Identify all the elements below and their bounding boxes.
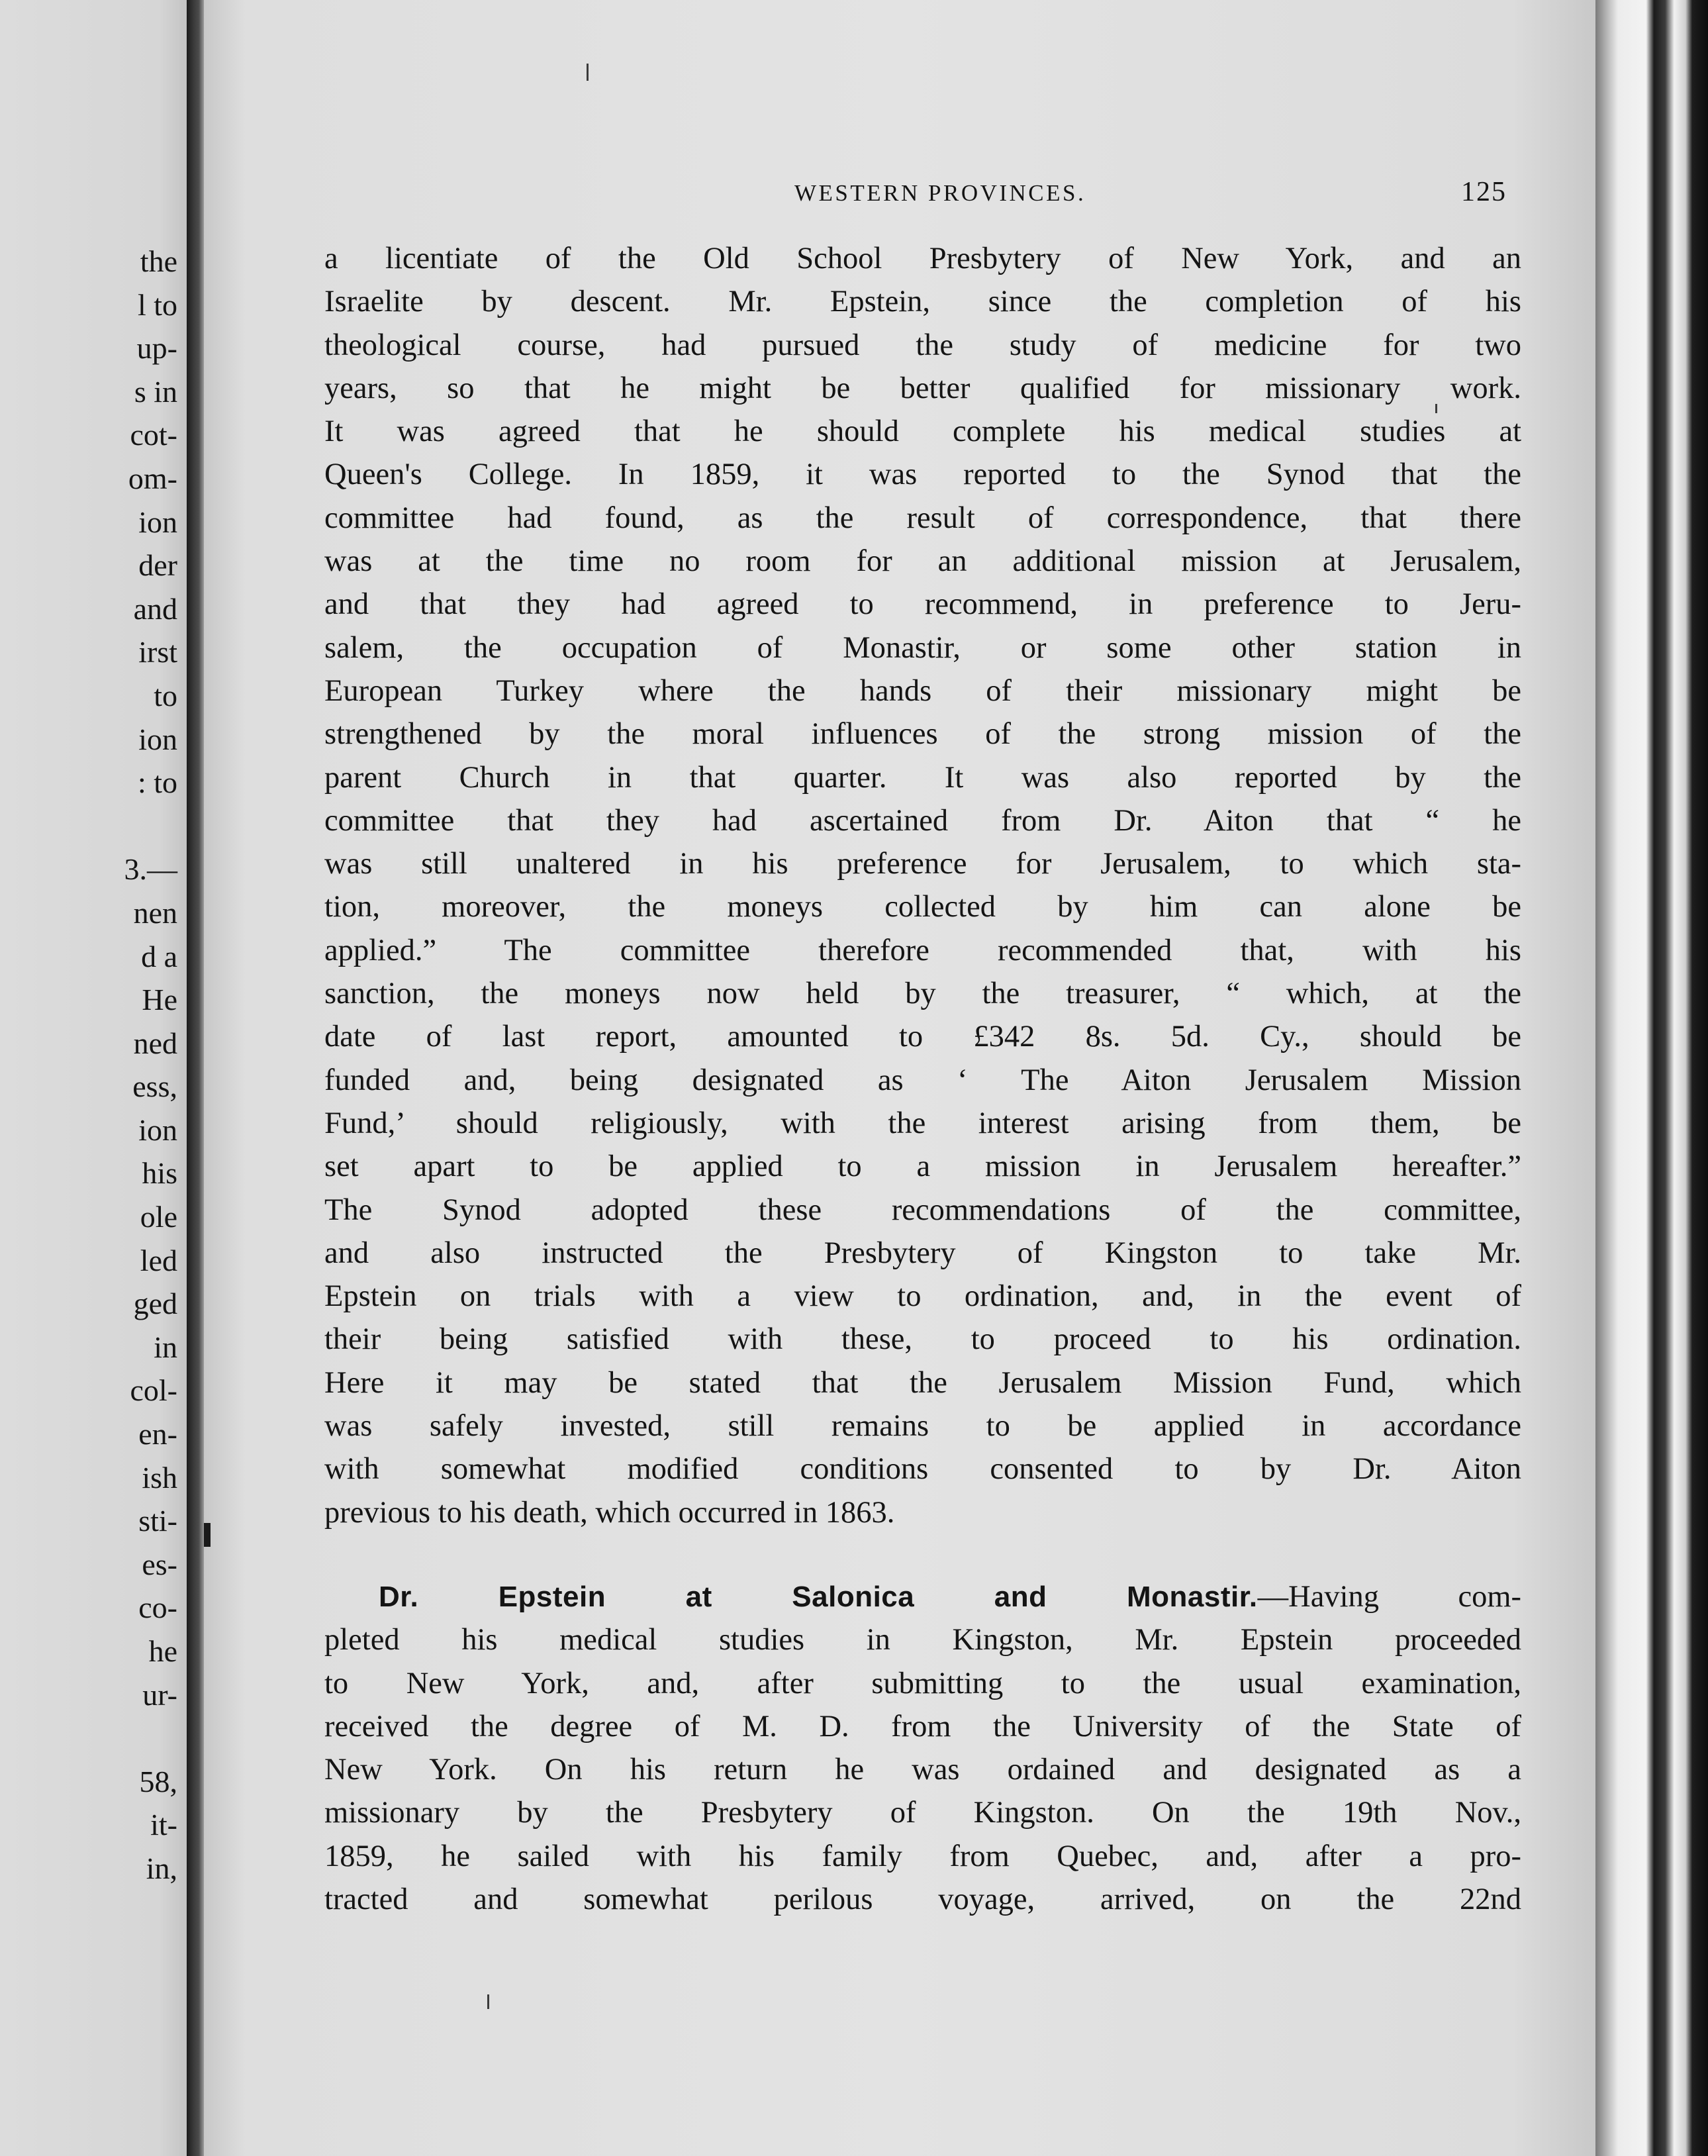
- fragment-line: : to: [137, 765, 177, 800]
- fragment-line: om-: [128, 461, 177, 495]
- text-line: pleted his medical studies in Kingston, Mr. Epstein proceeded: [324, 1623, 1521, 1657]
- text-line: with somewhat modified conditions consented to by Dr. Aiton: [324, 1452, 1521, 1487]
- fragment-line: he: [148, 1634, 177, 1668]
- text-line: was still unaltered in his preference for Jerusalem, to which sta-: [324, 847, 1521, 881]
- fragment-line: nen: [133, 895, 177, 930]
- fragment-line: [5, 1716, 177, 1760]
- fragment-line: der: [138, 548, 177, 583]
- text-line: was safely invested, still remains to be applied in accordance: [324, 1409, 1521, 1444]
- paragraph-gap: [324, 1534, 1521, 1575]
- text-line: committee that they had ascertained from Dr. Aiton that “ he: [324, 803, 1521, 838]
- fragment-line: 58,: [139, 1764, 177, 1798]
- fragment-line: ion: [138, 1112, 177, 1147]
- text-line: funded and, being designated as ‘ The Aiton Jerusalem Mission: [324, 1063, 1521, 1097]
- fragment-line: up-: [136, 331, 177, 366]
- text-line: Epstein on trials with a view to ordination, and, in the event of: [324, 1279, 1521, 1314]
- text-line: and also instructed the Presbytery of Kingston to take Mr.: [324, 1236, 1521, 1270]
- text-line: tion, moreover, the moneys collected by him can alone be: [324, 890, 1521, 924]
- body-text: [324, 237, 1521, 1921]
- text-line: received the degree of M. D. from the University of the State of: [324, 1709, 1521, 1743]
- fragment-line: l to: [137, 287, 177, 322]
- fragment-line: in: [154, 1330, 177, 1364]
- text-line: sanction, the moneys now held by the treasurer, “ which, at the: [324, 977, 1521, 1011]
- text-line: parent Church in that quarter. It was also reported by the: [324, 760, 1521, 795]
- fragment-line: in,: [146, 1851, 177, 1885]
- text-line: The Synod adopted these recommendations of the committee,: [324, 1193, 1521, 1227]
- book-page: [204, 0, 1595, 2156]
- section-heading: Dr. Epstein at Salonica and Monastir.: [379, 1580, 1258, 1613]
- text-line: a licentiate of the Old School Presbytery of New York, and an: [324, 242, 1521, 275]
- fragment-line: co-: [138, 1591, 177, 1625]
- fragment-line: en-: [138, 1417, 177, 1451]
- text-line: committee had found, as the result of correspondence, that there: [324, 501, 1521, 535]
- heading-continuation: —Having com-: [1257, 1579, 1521, 1614]
- text-line: theological course, had pursued the study of medicine for two: [324, 328, 1521, 362]
- fragment-line: and: [133, 591, 177, 626]
- fragment-line: ion: [138, 722, 177, 756]
- page-number: 125: [1461, 177, 1507, 207]
- text-line: their being satisfied with these, to proceed to his ordination.: [324, 1322, 1521, 1357]
- text-line: missionary by the Presbytery of Kingston. On the 19th Nov.,: [324, 1796, 1521, 1830]
- fragment-line: his: [142, 1156, 177, 1191]
- text-line: strengthened by the moral influences of the strong mission of the: [324, 717, 1521, 752]
- fragment-line: s in: [134, 374, 177, 409]
- fragment-line: ged: [133, 1287, 177, 1321]
- text-line: was at the time no room for an additional mission at Jerusalem,: [324, 544, 1521, 579]
- fragment-line: ess,: [132, 1069, 177, 1104]
- text-line: years, so that he might be better qualified for missionary work.: [324, 371, 1521, 405]
- fragment-line: ion: [138, 505, 177, 539]
- fragment-line: ned: [133, 1026, 177, 1060]
- book-gutter: [187, 0, 204, 2156]
- text-line: Queen's College. In 1859, it was reported to the Synod that the: [324, 458, 1521, 492]
- left-page-text-fragments: [5, 240, 177, 1890]
- text-line: 1859, he sailed with his family from Quebec, and, after a pro-: [324, 1839, 1521, 1873]
- paragraph-2: [324, 1575, 1521, 1921]
- text-line: date of last report, amounted to £342 8s. 5d. Cy., should be: [324, 1020, 1521, 1054]
- fragment-line: it-: [150, 1808, 177, 1842]
- text-line: previous to his death, which occurred in 1863.: [324, 1495, 895, 1530]
- text-line: New York. On his return he was ordained and designated as a: [324, 1753, 1521, 1787]
- text-line: and that they had agreed to recommend, in preference to Jeru-: [324, 587, 1521, 622]
- fragment-line: d a: [141, 939, 177, 973]
- text-line-with-heading: [324, 1575, 1521, 1618]
- fragment-line: He: [142, 983, 177, 1017]
- page-edge-shadow: [1595, 0, 1708, 2156]
- fragment-line: cot-: [130, 418, 177, 452]
- running-head-title: WESTERN PROVINCES.: [794, 180, 1086, 206]
- fragment-line: the: [140, 244, 177, 278]
- fragment-line: to: [154, 678, 177, 712]
- paper-speck: [587, 64, 589, 81]
- text-line: tracted and somewhat perilous voyage, arrived, on the 22nd: [324, 1882, 1521, 1916]
- paper-speck: [487, 1994, 489, 2009]
- text-line: Here it may be stated that the Jerusalem Mission Fund, which: [324, 1365, 1521, 1400]
- fragment-line: sti-: [138, 1504, 177, 1538]
- text-line: Israelite by descent. Mr. Epstein, since the completion of his: [324, 285, 1521, 319]
- paragraph-1: [324, 237, 1521, 1534]
- fragment-line: ur-: [142, 1677, 177, 1712]
- paper-speck: [204, 1523, 211, 1547]
- text-line: salem, the occupation of Monastir, or some other station in: [324, 630, 1521, 665]
- fragment-line: ish: [142, 1460, 177, 1494]
- fragment-line: led: [140, 1243, 177, 1277]
- running-head: [331, 177, 1523, 220]
- left-facing-page: [0, 0, 187, 2156]
- text-line: It was agreed that he should complete his medical studies at: [324, 415, 1521, 449]
- text-line: applied.” The committee therefore recommended that, with his: [324, 933, 1521, 967]
- fragment-line: col-: [130, 1373, 177, 1408]
- fragment-line: ole: [140, 1200, 177, 1234]
- text-line: to New York, and, after submitting to the usual examination,: [324, 1666, 1521, 1700]
- text-line: Fund,’ should religiously, with the interest arising from them, be: [324, 1106, 1521, 1140]
- fragment-line: irst: [138, 635, 177, 669]
- text-line: European Turkey where the hands of their missionary might be: [324, 673, 1521, 708]
- text-line: set apart to be applied to a mission in Jerusalem hereafter.”: [324, 1150, 1521, 1184]
- fragment-line: [5, 805, 177, 848]
- fragment-line: 3.—: [124, 852, 177, 887]
- fragment-line: es-: [142, 1547, 177, 1581]
